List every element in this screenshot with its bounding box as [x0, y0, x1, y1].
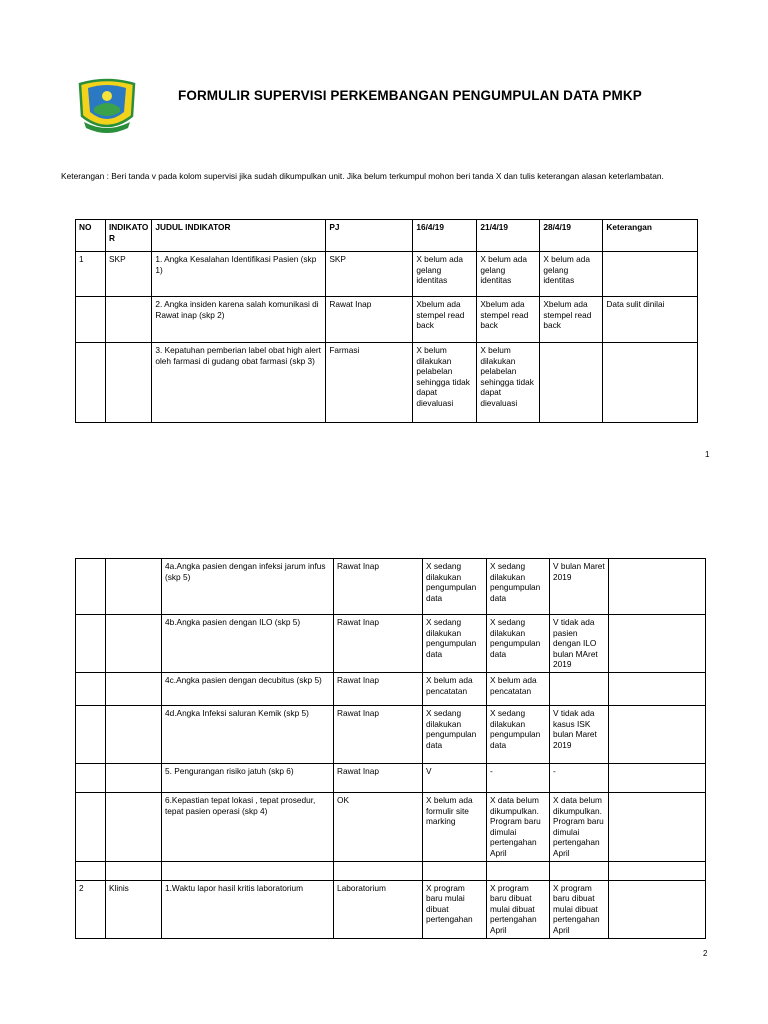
cell-indikator — [106, 559, 162, 615]
header-row — [76, 220, 698, 252]
cell-pj: Rawat Inap — [334, 615, 423, 673]
cell-indikator: SKP — [106, 252, 152, 297]
cell-date-1: X sedang dilakukan pengumpulan data — [423, 559, 487, 615]
table-row — [76, 343, 698, 423]
cell-indikator: Klinis — [106, 880, 162, 938]
cell-date-3 — [550, 861, 609, 880]
cell-indikator — [106, 615, 162, 673]
cell-no — [76, 297, 106, 343]
cell-judul: 5. Pengurangan risiko jatuh (skp 6) — [162, 764, 334, 793]
cell-date-2: X sedang dilakukan pengumpulan data — [487, 706, 550, 764]
cell-judul: 4d.Angka Infeksi saluran Kemik (skp 5) — [162, 706, 334, 764]
cell-date-1: X belum ada formulir site marking — [423, 793, 487, 862]
cell-keterangan — [603, 343, 698, 423]
cell-date-1 — [423, 861, 487, 880]
cell-pj: Rawat Inap — [334, 764, 423, 793]
cell-date-2: X belum dilakukan pelabelan sehingga tidak dapat dievaluasi — [477, 343, 540, 423]
header-indikator: INDIKATO R — [106, 220, 152, 252]
cell-date-2: X belum ada pencatatan — [487, 673, 550, 706]
cell-date-1: V — [423, 764, 487, 793]
cell-date-3: V tidak ada kasus ISK bulan Maret 2019 — [550, 706, 609, 764]
cell-pj — [334, 861, 423, 880]
cell-date-1: X belum ada pencatatan — [423, 673, 487, 706]
cell-indikator — [106, 297, 152, 343]
cell-keterangan — [603, 252, 698, 297]
table-row — [76, 297, 698, 343]
cell-pj: Rawat Inap — [326, 297, 413, 343]
cell-judul: 4b.Angka pasien dengan ILO (skp 5) — [162, 615, 334, 673]
cell-date-3: X program baru dibuat mulai dibuat pertengahan April — [550, 880, 609, 938]
cell-no — [76, 615, 106, 673]
cell-pj: Rawat Inap — [334, 559, 423, 615]
table-row — [76, 764, 706, 793]
cell-date-3: X belum ada gelang identitas — [540, 252, 603, 297]
header-keterangan: Keterangan — [603, 220, 698, 252]
cell-no: 1 — [76, 252, 106, 297]
cell-no — [76, 706, 106, 764]
cell-pj: SKP — [326, 252, 413, 297]
cell-date-3: V bulan Maret 2019 — [550, 559, 609, 615]
page-number: 1 — [705, 450, 710, 459]
cell-keterangan — [609, 706, 706, 764]
cell-indikator — [106, 861, 162, 880]
table-row — [76, 861, 706, 880]
cell-no — [76, 343, 106, 423]
table-row — [76, 793, 706, 862]
table-row — [76, 252, 698, 297]
header-no: NO — [76, 220, 106, 252]
table-row — [76, 559, 706, 615]
cell-date-1: X belum ada gelang identitas — [413, 252, 477, 297]
cell-no — [76, 673, 106, 706]
cell-judul: 3. Kepatuhan pemberian label obat high alert oleh farmasi di gudang obat farmasi (skp 3) — [152, 343, 326, 423]
cell-date-2: - — [487, 764, 550, 793]
cell-indikator — [106, 706, 162, 764]
header-date-1: 16/4/19 — [413, 220, 477, 252]
cell-no — [76, 793, 106, 862]
cell-judul: 2. Angka insiden karena salah komunikasi di Rawat inap (skp 2) — [152, 297, 326, 343]
cell-date-2: X data belum dikumpulkan. Program baru dimulai pertengahan April — [487, 793, 550, 862]
cell-pj: Farmasi — [326, 343, 413, 423]
cell-indikator — [106, 673, 162, 706]
cell-date-2: X sedang dilakukan pengumpulan data — [487, 559, 550, 615]
cell-date-2: Xbelum ada stempel read back — [477, 297, 540, 343]
header-pj: PJ — [326, 220, 413, 252]
cell-indikator — [106, 343, 152, 423]
cell-date-3: X data belum dikumpulkan. Program baru dimulai pertengahan April — [550, 793, 609, 862]
cell-date-3: - — [550, 764, 609, 793]
cell-date-1: X belum dilakukan pelabelan sehingga tidak dapat dievaluasi — [413, 343, 477, 423]
table-row — [76, 615, 706, 673]
cell-keterangan — [609, 559, 706, 615]
cell-no: 2 — [76, 880, 106, 938]
cell-date-2 — [487, 861, 550, 880]
cell-date-3 — [540, 343, 603, 423]
cell-keterangan: Data sulit dinilai — [603, 297, 698, 343]
cell-pj: OK — [334, 793, 423, 862]
cell-pj: Rawat Inap — [334, 673, 423, 706]
cell-date-3: V tidak ada pasien dengan ILO bulan MAret 2019 — [550, 615, 609, 673]
cell-indikator — [106, 793, 162, 862]
cell-date-3 — [550, 673, 609, 706]
page-number: 2 — [703, 949, 708, 958]
cell-date-1: X sedang dilakukan pengumpulan data — [423, 615, 487, 673]
cell-keterangan — [609, 793, 706, 862]
header-date-3: 28/4/19 — [540, 220, 603, 252]
cell-date-3: Xbelum ada stempel read back — [540, 297, 603, 343]
table-row — [76, 880, 706, 938]
cell-keterangan — [609, 764, 706, 793]
cell-no — [76, 861, 106, 880]
cell-date-2: X belum ada gelang identitas — [477, 252, 540, 297]
supervision-table-page-1 — [75, 219, 698, 423]
crest-logo-icon — [74, 78, 140, 138]
document-title: FORMULIR SUPERVISI PERKEMBANGAN PENGUMPULAN DATA PMKP — [178, 88, 642, 103]
cell-judul — [162, 861, 334, 880]
cell-judul: 6.Kepastian tepat lokasi , tepat prosedur, tepat pasien operasi (skp 4) — [162, 793, 334, 862]
cell-judul: 1.Waktu lapor hasil kritis laboratorium — [162, 880, 334, 938]
cell-date-1: X sedang dilakukan pengumpulan data — [423, 706, 487, 764]
table-row — [76, 706, 706, 764]
header-judul-indikator: JUDUL INDIKATOR — [152, 220, 326, 252]
cell-keterangan — [609, 615, 706, 673]
cell-indikator — [106, 764, 162, 793]
cell-pj: Rawat Inap — [334, 706, 423, 764]
header-date-2: 21/4/19 — [477, 220, 540, 252]
cell-date-1: Xbelum ada stempel read back — [413, 297, 477, 343]
cell-keterangan — [609, 861, 706, 880]
cell-judul: 4c.Angka pasien dengan decubitus (skp 5) — [162, 673, 334, 706]
supervision-table-page-2 — [75, 558, 706, 939]
cell-date-2: X program baru dibuat mulai dibuat pertengahan April — [487, 880, 550, 938]
cell-judul: 4a.Angka pasien dengan infeksi jarum infus (skp 5) — [162, 559, 334, 615]
cell-no — [76, 764, 106, 793]
cell-keterangan — [609, 673, 706, 706]
cell-keterangan — [609, 880, 706, 938]
cell-date-1: X program baru mulai dibuat pertengahan — [423, 880, 487, 938]
cell-no — [76, 559, 106, 615]
cell-judul: 1. Angka Kesalahan Identifikasi Pasien (skp 1) — [152, 252, 326, 297]
table-row — [76, 673, 706, 706]
cell-pj: Laboratorium — [334, 880, 423, 938]
cell-date-2: X sedang dilakukan pengumpulan data — [487, 615, 550, 673]
instruction-note: Keterangan : Beri tanda v pada kolom supervisi jika sudah dikumpulkan unit. Jika belum terkumpul mohon beri tanda X dan tulis keterangan alasan keterlambatan. — [61, 171, 664, 181]
